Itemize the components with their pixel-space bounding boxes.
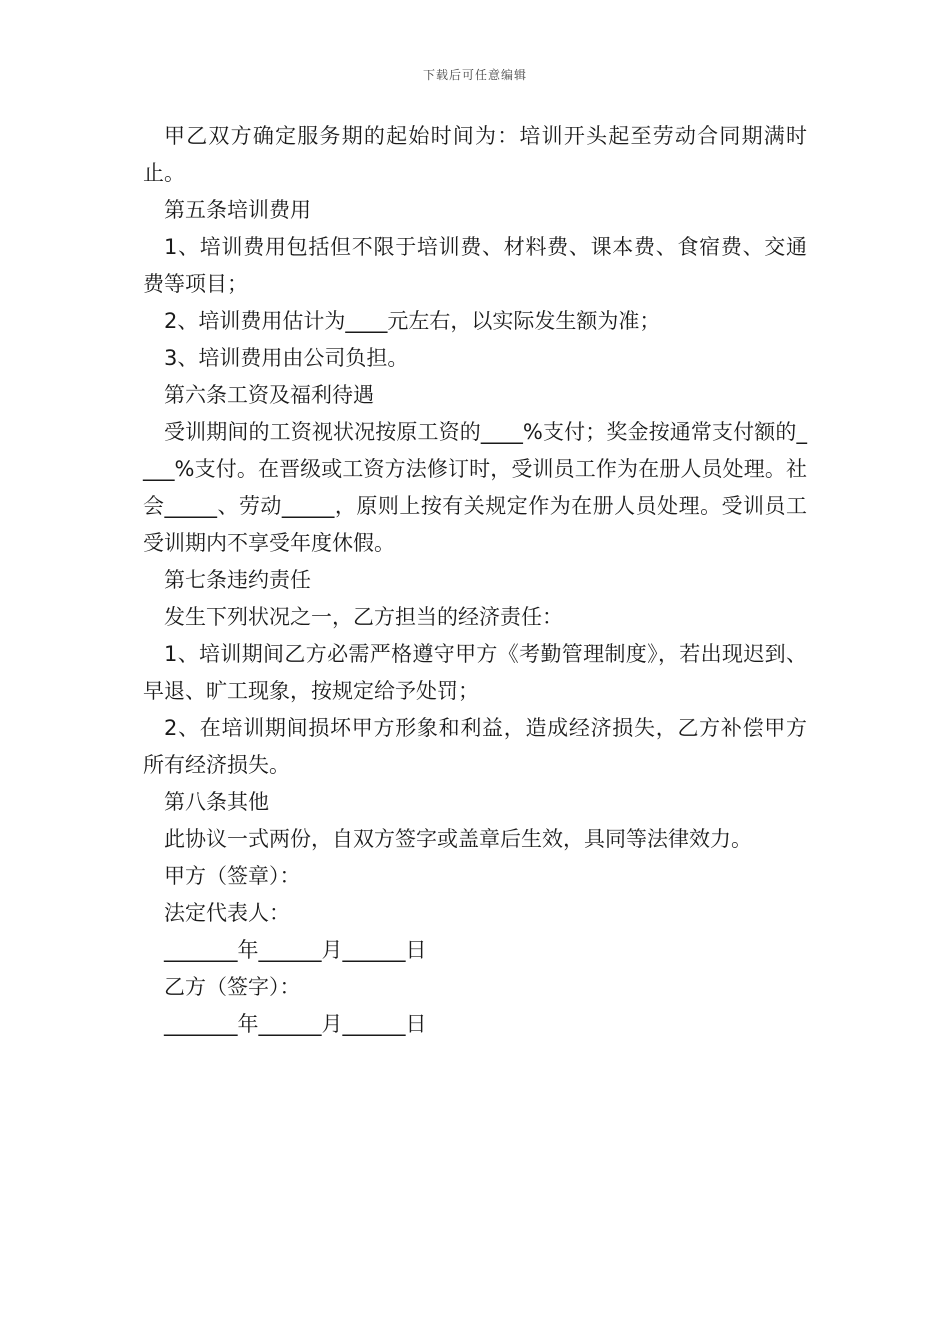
paragraph-fees-2: 2、培训费用估计为____元左右，以实际发生额为准；	[164, 309, 661, 333]
paragraph-fees-3: 3、培训费用由公司负担。	[164, 346, 409, 370]
page-header-note: 下载后可任意编辑	[422, 68, 527, 82]
signature-date-a: _______年______月______日	[164, 938, 427, 962]
heading-article-8: 第八条其他	[164, 790, 269, 814]
paragraph-liability-2: 2、在培训期间损坏甲方形象和利益，造成经济损失，乙方补偿甲方所有经济损失。	[143, 716, 807, 777]
signature-party-b: 乙方（签字）：	[164, 975, 301, 999]
signature-date-b: _______年______月______日	[164, 1012, 427, 1036]
document-body	[143, 118, 807, 1043]
paragraph-liability-intro: 发生下列状况之一，乙方担当的经济责任：	[164, 605, 563, 629]
paragraph-service-period: 甲乙双方确定服务期的起始时间为：培训开头起至劳动合同期满时止。	[143, 124, 807, 185]
heading-article-5: 第五条培训费用	[164, 198, 311, 222]
signature-legal-representative: 法定代表人：	[164, 901, 290, 925]
paragraph-liability-1: 1、培训期间乙方必需严格遵守甲方《考勤管理制度》，若出现迟到、早退、旷工现象，按规定给予处罚；	[143, 642, 807, 703]
heading-article-6: 第六条工资及福利待遇	[164, 383, 374, 407]
heading-article-7: 第七条违约责任	[164, 568, 311, 592]
paragraph-fees-1: 1、培训费用包括但不限于培训费、材料费、课本费、食宿费、交通费等项目；	[143, 235, 807, 296]
paragraph-copies: 此协议一式两份，自双方签字或盖章后生效，具同等法律效力。	[164, 827, 752, 851]
paragraph-wages: 受训期间的工资视状况按原工资的____%支付；奖金按通常支付额的____%支付。在晋级或工资方法修订时，受训员工作为在册人员处理。社会_____、劳动_____，原则上按有关规定作为在册人员处理。受训员工受训期内不享受年度休假。	[143, 420, 807, 555]
signature-party-a: 甲方（签章）：	[164, 864, 301, 888]
